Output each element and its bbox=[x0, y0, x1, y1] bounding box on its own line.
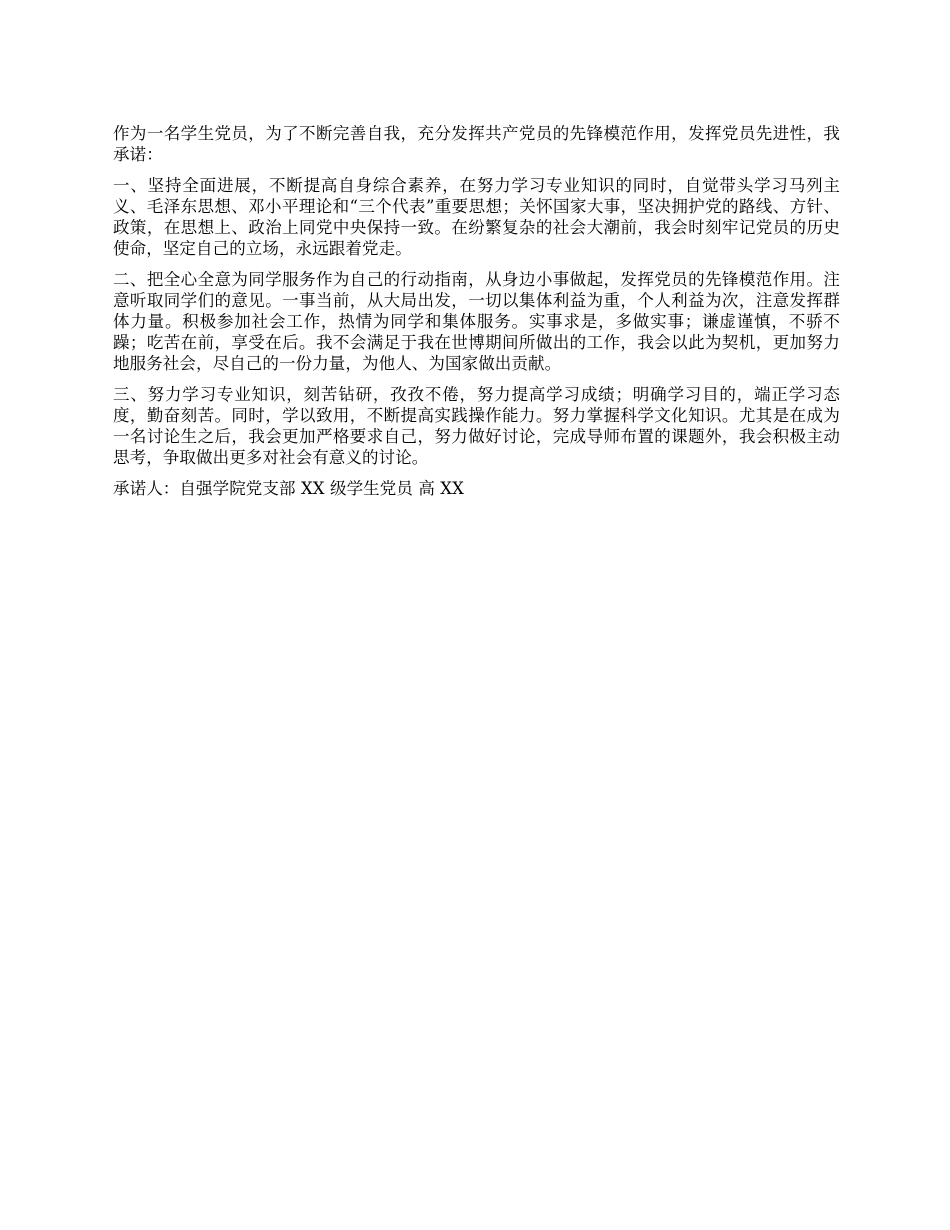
intro-paragraph: 作为一名学生党员，为了不断完善自我，充分发挥共产党员的先锋模范作用，发挥党员先进性，我承诺： bbox=[113, 124, 840, 164]
pledge-paragraph-1: 一、坚持全面进展，不断提高自身综合素养，在努力学习专业知识的同时，自觉带头学习马列主义、毛泽东思想、邓小平理论和“三个代表”重要思想；关怀国家大事，坚决拥护党的路线、方针、政策，在思想上、政治上同党中央保持一致。在纷繁复杂的社会大潮前，我会时刻牢记党员的历史使命，坚定自己的立场，永远跟着党走。 bbox=[113, 176, 840, 258]
pledge-paragraph-3: 三、努力学习专业知识，刻苦钻研，孜孜不倦，努力提高学习成绩；明确学习目的，端正学习态度，勤奋刻苦。同时，学以致用，不断提高实践操作能力。努力掌握科学文化知识。尤其是在成为一名讨论生之后，我会更加严格要求自己，努力做好讨论，完成导师布置的课题外，我会积极主动思考，争取做出更多对社会有意义的讨论。 bbox=[113, 385, 840, 467]
pledge-paragraph-2: 二、把全心全意为同学服务作为自己的行动指南，从身边小事做起，发挥党员的先锋模范作用。注意听取同学们的意见。一事当前，从大局出发，一切以集体利益为重，个人利益为次，注意发挥群体力量。积极参加社会工作，热情为同学和集体服务。实事求是，多做实事；谦虚谨慎，不骄不躁；吃苦在前，享受在后。我不会满足于我在世博期间所做出的工作，我会以此为契机，更加努力地服务社会，尽自己的一份力量，为他人、为国家做出贡献。 bbox=[113, 270, 840, 373]
document-body bbox=[113, 123, 840, 509]
signature-line: 承诺人：自强学院党支部 XX 级学生党员 高 XX bbox=[113, 479, 464, 498]
